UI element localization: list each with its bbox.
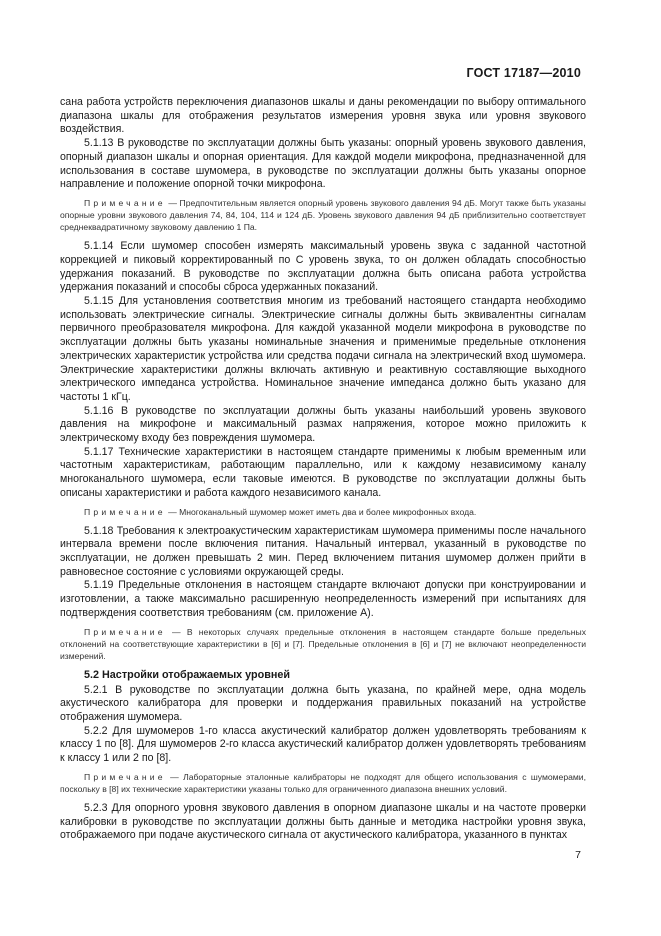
paragraph-5-1-19: 5.1.19 Предельные отклонения в настоящем стандарте включают допуски при конструировании и изготовлении, а также максимально расширенную неопределенность измерений при испытаниях для подтверждения соответствия требованиям (см. приложение А).	[60, 579, 586, 619]
paragraph-5-1-13: 5.1.13 В руководстве по эксплуатации должны быть указаны: опорный уровень звукового давления, опорный диапазон шкалы и опорная ориентация. Для каждой модели микрофона, предназначенной для использования в составе шумомера, в руководстве по эксплуатации должны быть указаны опорное направление и положение опорной точки микрофона.	[60, 137, 586, 191]
paragraph-5-1-15: 5.1.15 Для установления соответствия многим из требований настоящего стандарта необходимо использовать электрические сигналы. Электрические сигналы должны быть эквивалентны сигналам первичного преобразователя микрофона. Для каждой указанной модели микрофона в руководстве по эксплуатации должны быть указаны номинальные значения и применимые предельные отклонения электрических характеристик устройства или средства подачи сигнала на электрический вход шумомера. Электрические характеристики должны включать активную и реактивную составляющие выходного электрического импеданса устройства. Номинальное значение импеданса должно быть указано для частоты 1 кГц.	[60, 295, 586, 403]
paragraph-5-2-1: 5.2.1 В руководстве по эксплуатации должна быть указана, по крайней мере, одна модель акустического калибратора для проверки и поддержания правильных показаний на устройстве отображения шумомера.	[60, 683, 586, 723]
document-body	[60, 96, 586, 843]
note-label: Примечание	[84, 506, 166, 517]
paragraph-5-2-2: 5.2.2 Для шумомеров 1-го класса акустический калибратор должен удовлетворять требованиям к классу 1 по [8]. Для шумомеров 2-го класса акустический калибратор должен удовлетворять требованиям к классу 1 или 2 по [8].	[60, 724, 586, 765]
note-label: Примечание	[84, 626, 166, 637]
note-text: — В некоторых случаях предельные отклонения в настоящем стандарте больше предельных отклонений на соответствующие характеристики в [6] и [7]. Предельные отклонения в [6] и [7] не включают неопределенности измерений.	[60, 626, 586, 661]
note-1	[60, 197, 586, 233]
note-3	[60, 626, 586, 662]
standard-header: ГОСТ 17187—2010	[466, 66, 581, 80]
paragraph-5-1-18: 5.1.18 Требования к электроакустическим характеристикам шумомера применимы после начального интервала времени после включения питания. Начальный интервал, указанный в руководстве по эксплуатации, не должен превышать 2 мин. Перед включением питания шумомер должен прийти в равновесное состояние с условиями окружающей среды.	[60, 524, 586, 578]
note-text: — Многоканальный шумомер может иметь два и более микрофонных входа.	[165, 506, 477, 517]
note-4	[60, 771, 586, 795]
note-label: Примечание	[84, 771, 166, 782]
note-text: — Лабораторные эталонные калибраторы не подходят для общего использования с шумомерами, поскольку в [8] их технические характеристики указаны только для ограниченного диапазона внешних условий.	[60, 771, 586, 794]
note-2	[60, 506, 586, 518]
paragraph-5-1-16: 5.1.16 В руководстве по эксплуатации должны быть указаны наибольший уровень звукового давления на микрофоне и максимальный размах напряжения, которое можно приложить к электрическому входу без повреждения шумомера.	[60, 404, 586, 445]
note-label: Примечание	[84, 197, 166, 208]
paragraph-continuation: сана работа устройств переключения диапазонов шкалы и даны рекомендации по выбору оптимального диапазона шкалы для отображения результатов измерения уровня звука или уровня звукового воздействия.	[60, 96, 586, 136]
section-heading-5-2: 5.2 Настройки отображаемых уровней	[84, 668, 291, 681]
page-number: 7	[575, 849, 581, 861]
paragraph-5-1-17: 5.1.17 Технические характеристики в настоящем стандарте применимы к любым временным или частотным характеристикам, работающим параллельно, или к каждому независимому каналу многоканального шумомера, если таковые имеются. В руководстве по эксплуатации должны быть описаны характеристики и работа каждого независимого канала.	[60, 445, 586, 499]
paragraph-5-1-14: 5.1.14 Если шумомер способен измерять максимальный уровень звука с заданной частотной коррекцией и пиковый корректированный по C уровень звука, то он должен обладать способностью удержания показаний. В руководстве по эксплуатации должна быть описана работа устройства удержания показаний и способы сброса удержанных показаний.	[60, 240, 586, 294]
note-text: — Предпочтительным является опорный уровень звукового давления 94 дБ. Могут также быть указаны опорные уровни звукового давления 74, 84, 104, 114 и 124 дБ. Уровень звукового давления 94 дБ приблизительно соответствует среднеквадратичному звуковому давлению 1 Па.	[60, 197, 586, 233]
paragraph-5-2-3: 5.2.3 Для опорного уровня звукового давления в опорном диапазоне шкалы и на частоте проверки калибровки в руководстве по эксплуатации должны быть данные и методика настройки уровня звука, отображаемого при подаче акустического сигнала от акустического калибратора, указанного в пунктах	[60, 801, 586, 842]
